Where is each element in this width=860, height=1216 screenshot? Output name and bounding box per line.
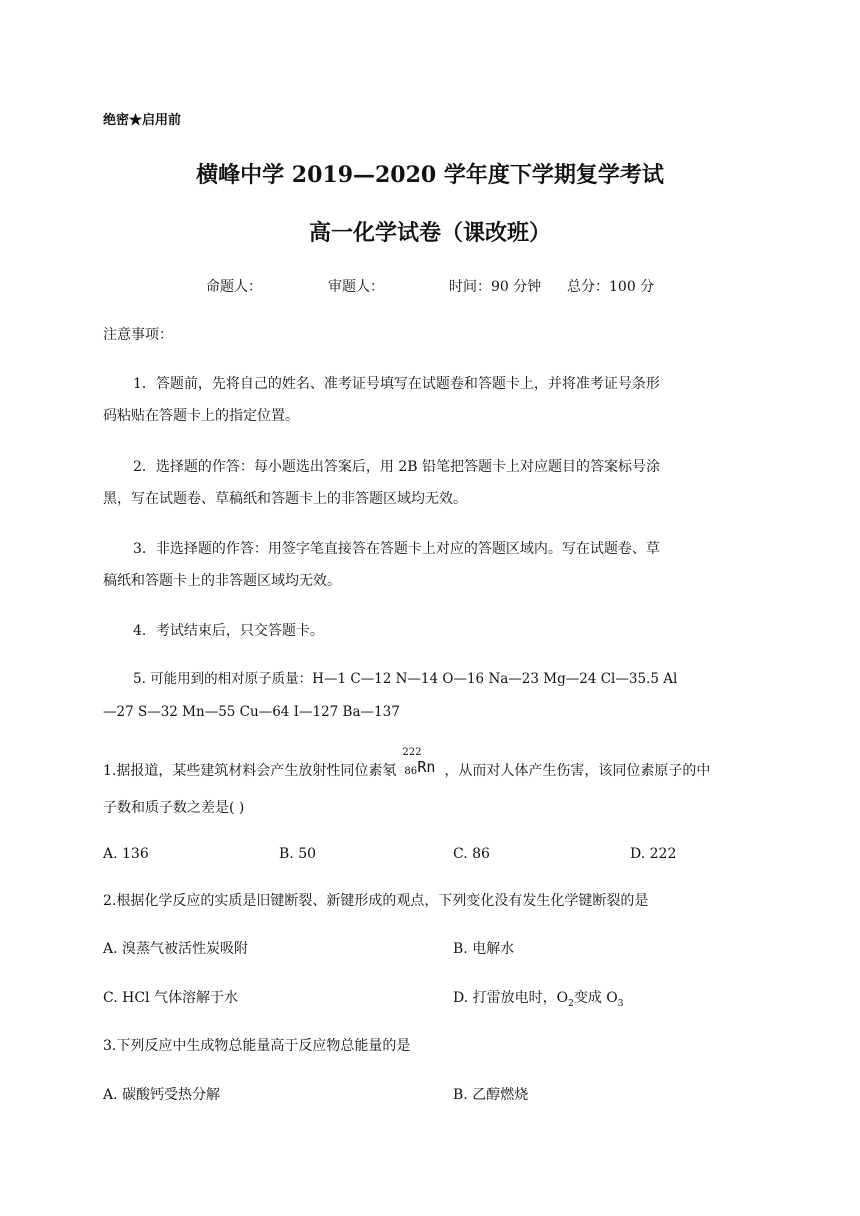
o3-subscript: 3 — [617, 998, 624, 1009]
q2-option-b: B. 电解水 — [453, 941, 515, 957]
q1-option-b: B. 50 — [279, 846, 317, 862]
q1-option-c: C. 86 — [453, 846, 490, 862]
question-2-text: 2.根据化学反应的实质是旧键断裂、新键形成的观点，下列变化没有发生化学键断裂的是 — [103, 893, 649, 909]
note-2-line-2: 黑，写在试题卷、草稿纸和答题卡上的非答题区域均无效。 — [103, 491, 467, 507]
q1-option-a: A. 136 — [103, 846, 149, 862]
reviewer-label: 审题人： — [328, 279, 384, 295]
question-1-line-2: 子数和质子数之差是( ) — [103, 800, 245, 816]
q3-option-a: A. 碳酸钙受热分解 — [103, 1087, 221, 1103]
notes-heading: 注意事项： — [103, 327, 173, 343]
question-3-text: 3.下列反应中生成物总能量高于反应物总能量的是 — [103, 1038, 411, 1054]
question-1-text-before: 1.据报道，某些建筑材料会产生放射性同位素氡 — [103, 763, 397, 779]
note-2-line-1: 2．选择题的作答：每小题选出答案后，用 2B 铅笔把答题卡上对应题目的答案标号涂 — [133, 459, 661, 475]
note-4: 4．考试结束后，只交答题卡。 — [133, 623, 324, 639]
radon-isotope — [402, 747, 442, 779]
note-3-line-1: 3．非选择题的作答：用签字笔直接答在答题卡上对应的答题区域内。写在试题卷、草 — [133, 541, 660, 557]
q1-option-d: D. 222 — [630, 846, 677, 862]
q3-option-b: B. 乙醇燃烧 — [453, 1087, 529, 1103]
q2-option-a: A. 溴蒸气被活性炭吸附 — [103, 941, 249, 957]
score-info: 总分：100 分 — [567, 279, 655, 295]
q2-option-c: C. HCl 气体溶解于水 — [103, 990, 238, 1006]
time-info: 时间：90 分钟 — [449, 279, 542, 295]
note-5-line-2: —27 S—32 Mn—55 Cu—64 I—127 Ba—137 — [103, 704, 400, 720]
setter-label: 命题人： — [206, 279, 262, 295]
note-3-line-2: 稿纸和答题卡上的非答题区域均无效。 — [103, 573, 341, 589]
question-1-line-1 — [103, 747, 711, 780]
q2-option-d-prefix: D. 打雷放电时，O — [453, 990, 569, 1006]
confidential-label: 绝密★启用前 — [103, 113, 182, 128]
isotope-mass-number: 222 — [402, 747, 422, 758]
note-1-line-2: 码粘贴在答题卡上的指定位置。 — [103, 408, 299, 424]
q2-option-d — [453, 989, 624, 1013]
isotope-symbol: Rn — [417, 758, 436, 776]
note-5-line-1: 5. 可能用到的相对原子质量：H—1 C—12 N—14 O—16 Na—23 Mg—24 Cl—35.5 Al — [133, 671, 678, 687]
o2-subscript: 2 — [568, 998, 574, 1009]
exam-title: 横峰中学 2019—2020 学年度下学期复学考试 — [196, 162, 664, 188]
question-1-text-after: ，从而对人体产生伤害，该同位素原子的中 — [444, 763, 711, 779]
note-1-line-1: 1．答题前，先将自己的姓名、准考证号填写在试题卷和答题卡上，并将准考证号条形 — [133, 376, 660, 392]
isotope-atomic-number: 86 — [404, 766, 418, 777]
q2-option-d-middle: 变成 O — [573, 990, 618, 1006]
exam-subtitle: 高一化学试卷（课改班） — [308, 220, 551, 246]
